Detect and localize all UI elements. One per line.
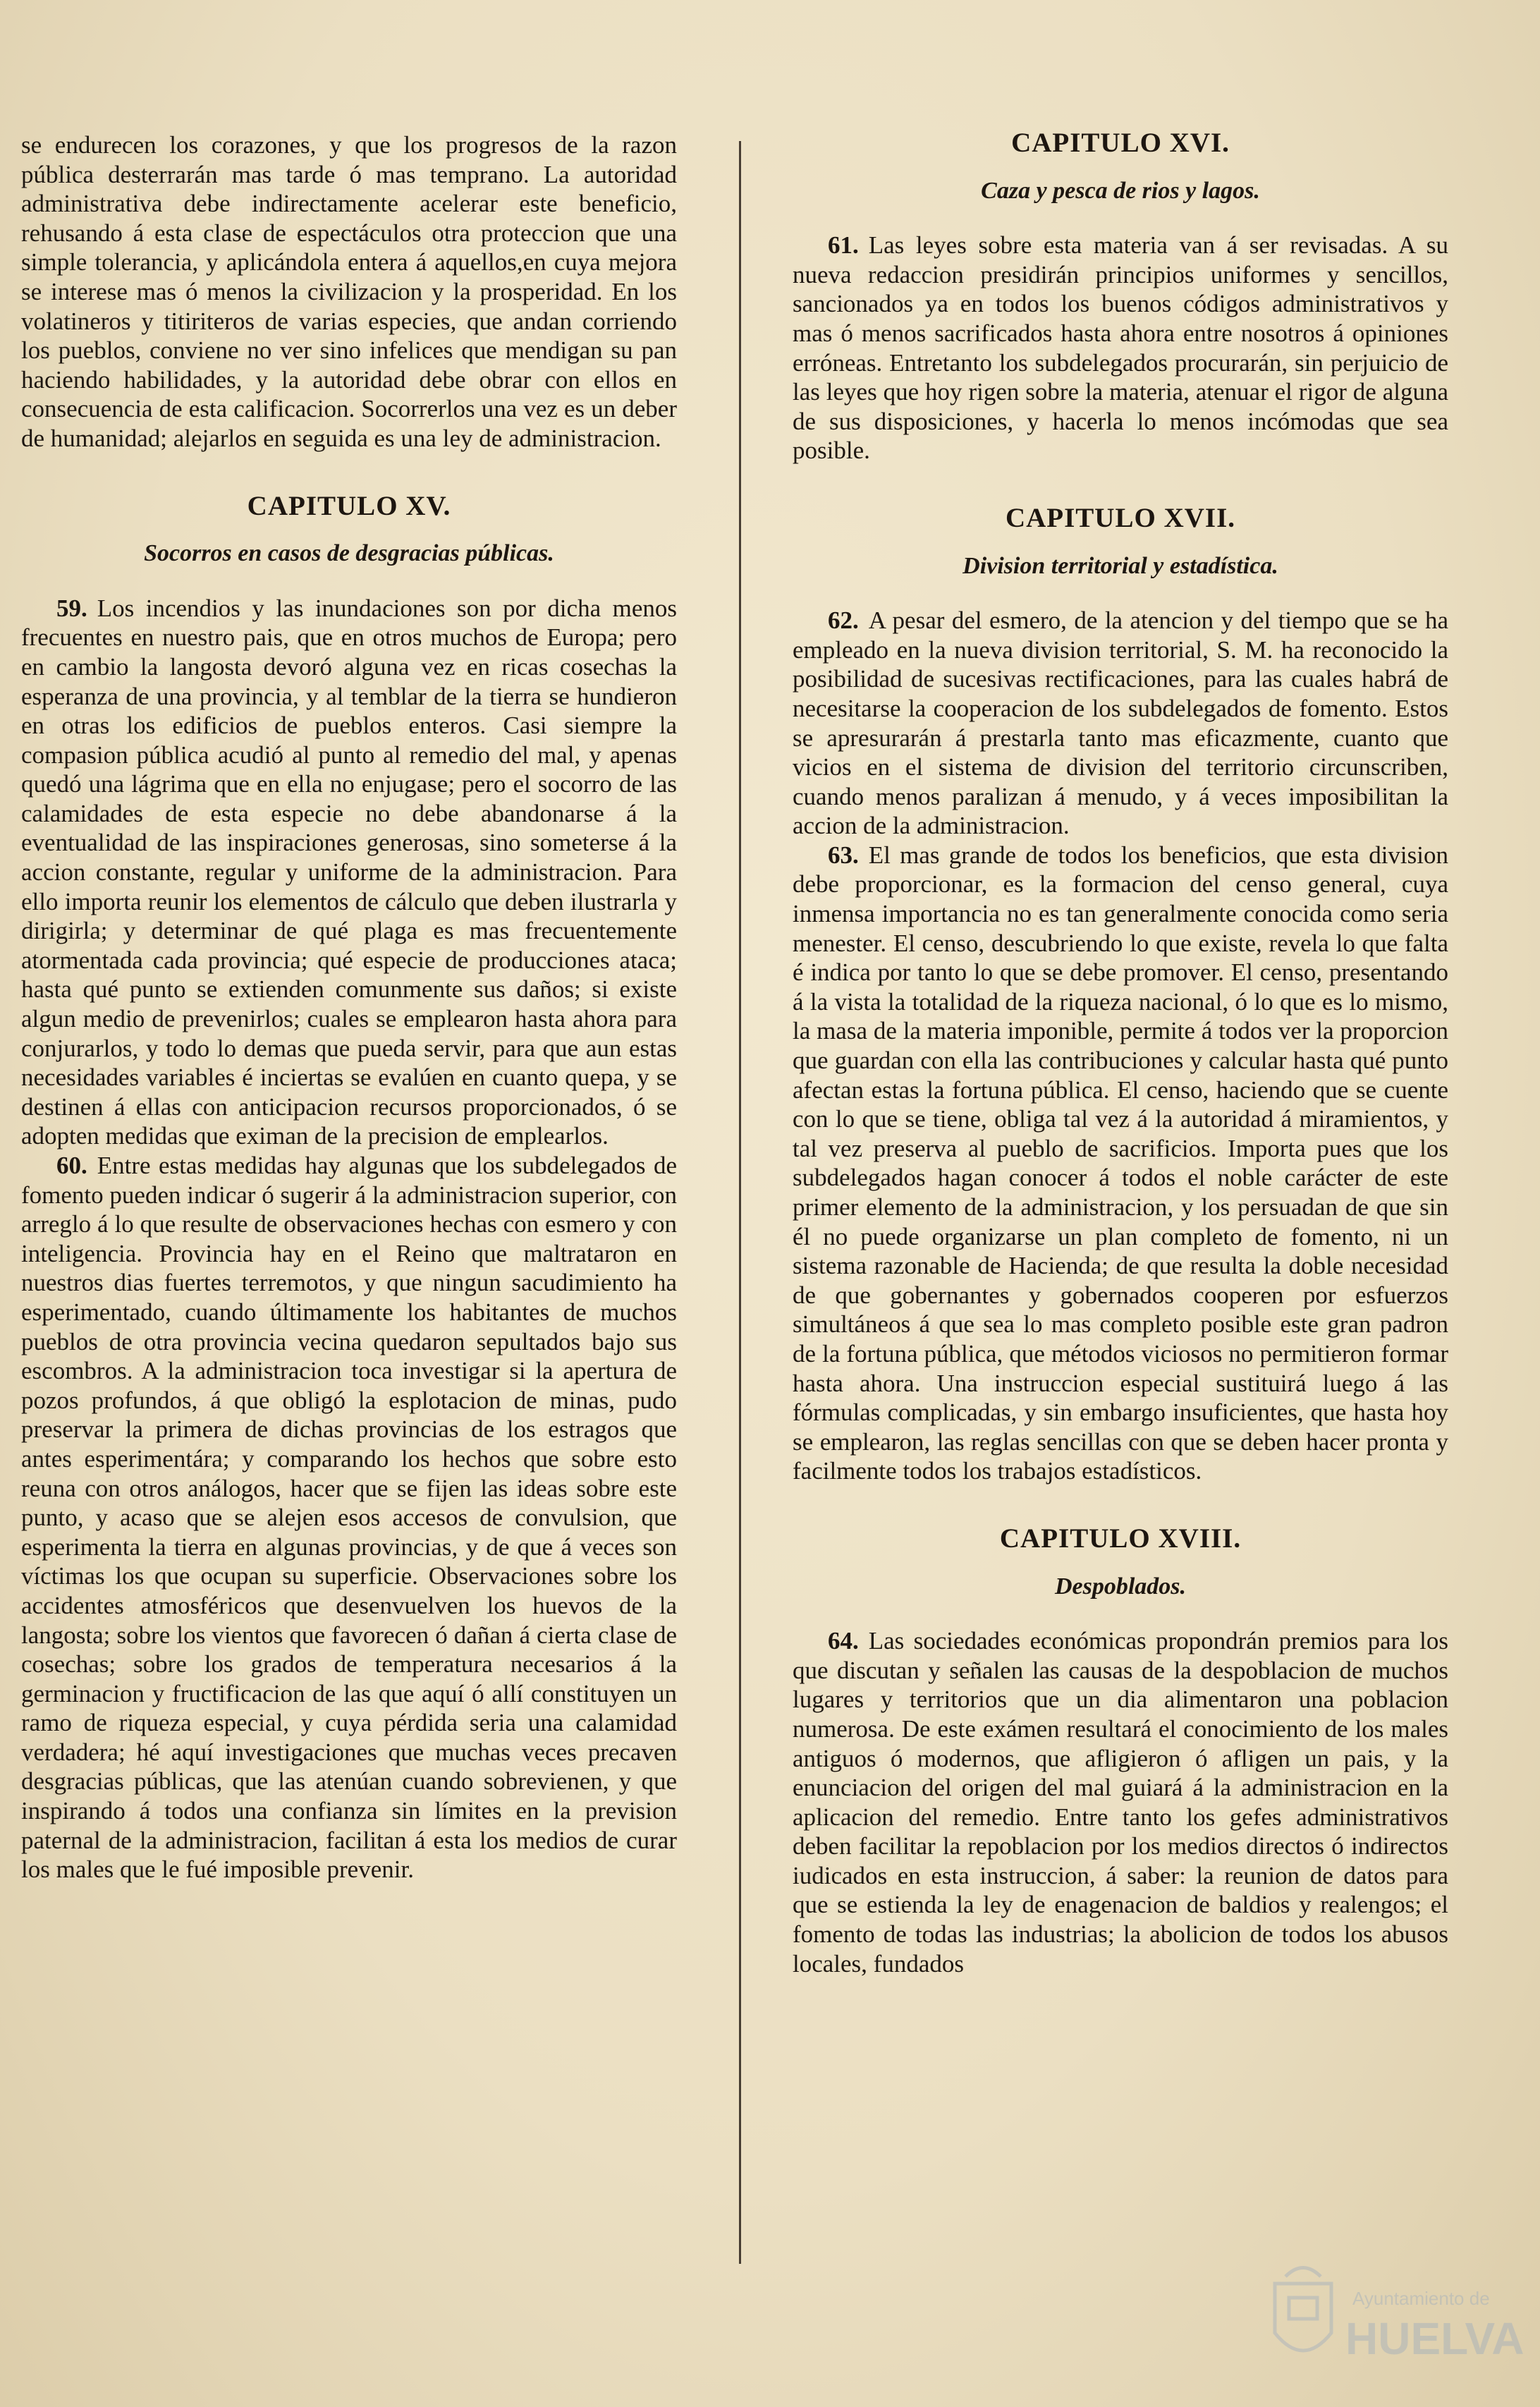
paragraph-number: 64. bbox=[828, 1627, 859, 1655]
paragraph-number: 61. bbox=[828, 231, 859, 260]
paragraph-61 bbox=[793, 231, 1448, 465]
chapter-subtitle-xviii: Despoblados. bbox=[1054, 1573, 1187, 1599]
paragraph-59 bbox=[21, 594, 677, 1151]
chapter-subtitle-xvii: Division territorial y estadística. bbox=[963, 552, 1278, 579]
paragraph-text: A pesar del esmero, de la atencion y del tiempo que se ha empleado en la nueva division territorial, S. M. ha reconocido la posibilidad de sucesivas rectificaciones, para las cuales habrá de necesitarse la cooperacion de los subdelegados de fomento. Estos se apresurarán á prestarla tanto mas eficazmente, cuanto que vicios en el sistema de division del territorio circunscriben, cuando menos paralizan á menudo, y á veces imposibilitan la accion de la administracion. bbox=[793, 607, 1448, 840]
paragraph-number: 62. bbox=[828, 607, 859, 635]
chapter-heading-xviii: CAPITULO XVIII. bbox=[999, 1523, 1242, 1554]
paragraph-64 bbox=[793, 1626, 1448, 1978]
coat-of-arms-icon bbox=[1275, 2268, 1331, 2351]
paragraph-number: 63. bbox=[828, 841, 859, 869]
paragraph-continuation: se endurecen los corazones, y que los progresos de la razon pública desterrarán mas tarde ó mas temprano. La autoridad administrativa debe indirectamente acelerar este beneficio, rehusando á esta clase de espectáculos otra proteccion que una simple tolerancia, y aplicándola entera á aquellos,en cuya mejora se interese mas ó menos la civilizacion y la prosperidad. En los volatineros y titiriteros de varias especies, que andan corriendo los pueblos, conviene no ver sino infelices que mendigan su pan haciendo habilidades, y la autoridad debe obrar con ellos en consecuencia de esta calificacion. Socorrerlos una vez es un deber de humanidad; alejarlos en seguida es una ley de administracion. bbox=[21, 131, 677, 452]
paragraph-text: Entre estas medidas hay algunas que los subdelegados de fomento pueden indicar ó sugerir á la administracion superior, con arreglo á lo que resulte de observaciones hechas con esmero y con inteligencia. Provincia hay en el Reino que maltrataron en nuestros dias fuertes terremotos, y que ningun sacudimiento ha esperimentado, cuando últimamente los habitantes de muchos pueblos de otra provincia vecina quedaron sepultados bajo sus escombros. A la administracion toca investigar si la apertura de pozos profundos, á que obligó la esplotacion de minas, pudo preservar la primera de dichas provincias de los estragos que antes esperimentára; y comparando los hechos que sobre esto reuna con otros análogos, hacer que se fijen las ideas sobre este punto, y acaso que se alejen esos accesos de convulsion, que esperimenta la tierra en algunas provincias, y de que á veces son víctimas los que ocupan su superficie. Observaciones sobre los accidentes atmosféricos que desenvuelven los huevos de la langosta; sobre los vientos que favorecen ó dañan á cierta clase de cosechas; sobre los grados de temperatura necesarios á la germinacion y fructificacion de las que aquí ó allí constituyen un ramo de riqueza especial, y cuya pérdida seria una calamidad verdadera; hé aquí investigaciones que muchas veces precaven desgracias públicas, que las atenúan cuando sobrevienen, y que inspirando á todos una confianza sin límites en la prevision paternal de la administracion, facilitan á esta los medios de curar los males que le fué imposible prevenir. bbox=[21, 1152, 677, 1884]
chapter-subtitle-xv: Socorros en casos de desgracias públicas. bbox=[144, 540, 554, 567]
column-divider bbox=[739, 141, 741, 2264]
paragraph-text: Las leyes sobre esta materia van á ser revisadas. A su nueva redaccion presidirán principios uniformes y sencillos, sancionados ya en todos los buenos códigos administrativos y mas ó menos sacrificados hasta ahora entre nosotros á opiniones erróneas. Entretanto los subdelegados procurarán, sin perjuicio de las leyes que hoy rigen sobre la materia, atenuar el rigor de alguna de sus disposiciones, y hacerla lo menos incómodas que sea posible. bbox=[793, 231, 1448, 465]
paragraph-text: El mas grande de todos los beneficios, que esta division debe proporcionar, es la formacion del censo general, cuya inmensa importancia no es tan generalmente conocida como seria menester. El censo, descubriendo lo que existe, revela lo que falta é indica por tanto lo que se debe promover. El censo, presentando á la vista la totalidad de la riqueza nacional, ó lo que es lo mismo, la masa de la materia imponible, permite á todos ver la proporcion que guardan con ella las contribuciones y calcular hasta qué punto afectan estas la fortuna pública. El censo, haciendo que se cuente con lo que se tiene, obliga tal vez á la autoridad á miramientos, y tal vez preserva al pueblo de sacrificios. Importa pues que los subdelegados hagan conocer á todos el noble carácter de este primer elemento de la administracion, y los persuadan de que sin él no puede organizarse un plan completo de fomento, ni un sistema razonable de Hacienda; de que resulta la doble necesidad de que gobernantes y gobernados cooperen por esfuerzos simultáneos á que sea lo mas completo posible este gran padron de la fortuna pública, que métodos viciosos no permitieron formar hasta ahora. Una instruccion especial sustituirá luego á las fórmulas complicadas, y sin embargo insuficientes, que hasta hoy se emplearon, las reglas sencillas con que se deben hacer pronta y facilmente todos los trabajos estadísticos. bbox=[793, 841, 1448, 1485]
paragraph-text: Las sociedades económicas propondrán premios para los que discutan y señalen las causas de la despoblacion de muchos lugares y territorios que un dia alimentaron una poblacion numerosa. De este exámen resultará el conocimiento de los males antiguos ó modernos, que afligieron ó afligen un pais, y la enunciacion del origen del mal guiará á la administracion en la aplicacion del remedio. Entre tanto los gefes administrativos deben facilitar la repoblacion por los medios directos ó indirectos iudicados en esta instruccion, á saber: la reunion de datos para que se estienda la ley de enagenacion de baldios y realengos; el fomento de todas las industrias; la abolicion de todos los abusos locales, fundados bbox=[793, 1627, 1448, 1978]
watermark-line1: Ayuntamiento de bbox=[1352, 2288, 1490, 2309]
ayuntamiento-huelva-watermark bbox=[1247, 2255, 1524, 2389]
chapter-heading-xvi: CAPITULO XVI. bbox=[1011, 128, 1230, 158]
paragraph-number: 59. bbox=[56, 594, 87, 622]
right-column bbox=[793, 128, 1448, 1978]
paragraph-number: 60. bbox=[56, 1152, 87, 1179]
chapter-heading-xvii: CAPITULO XVII. bbox=[1005, 502, 1236, 533]
paragraph-text: Los incendios y las inundaciones son por dicha menos frecuentes en nuestro pais, que en otros muchos de Europa; pero en cambio la langosta devoró alguna vez en ricas cosechas la esperanza de una provincia, y al temblar de la tierra se hundieron en otras los edificios de pueblos enteros. Casi siempre la compasion pública acudió al punto al remedio del mal, y apenas quedó una lágrima que en ella no enjugase; pero el socorro de las calamidades de esta especie no debe abandonarse á la eventualidad de las inspiraciones generosas, sino someterse á la accion constante, regular y uniforme de la administracion. Para ello importa reunir los elementos de cálculo que deben ilustrarla y dirigirla; y determinar de qué plaga es mas frecuentemente atormentada cada provincia; qué especie de producciones ataca; hasta qué punto se extienden comunmente sus daños; si existe algun medio de prevenirlos; cuales se emplearon hasta ahora para conjurarlos, y todo lo demas que pueda servir, para que aun estas necesidades variables é inciertas se evalúen en cuanto quepa, y se destinen á ellas con anticipacion recursos proporcionados, ó se adopten medidas que eximan de la precision de emplearlos. bbox=[21, 594, 677, 1150]
paragraph-62 bbox=[793, 606, 1448, 841]
watermark-line2: HUELVA bbox=[1345, 2313, 1524, 2364]
paragraph-63 bbox=[793, 841, 1448, 1486]
chapter-subtitle-xvi: Caza y pesca de rios y lagos. bbox=[981, 177, 1260, 204]
left-column bbox=[21, 130, 677, 1884]
chapter-heading-xv: CAPITULO XV. bbox=[247, 490, 451, 521]
paragraph-60 bbox=[21, 1151, 677, 1884]
